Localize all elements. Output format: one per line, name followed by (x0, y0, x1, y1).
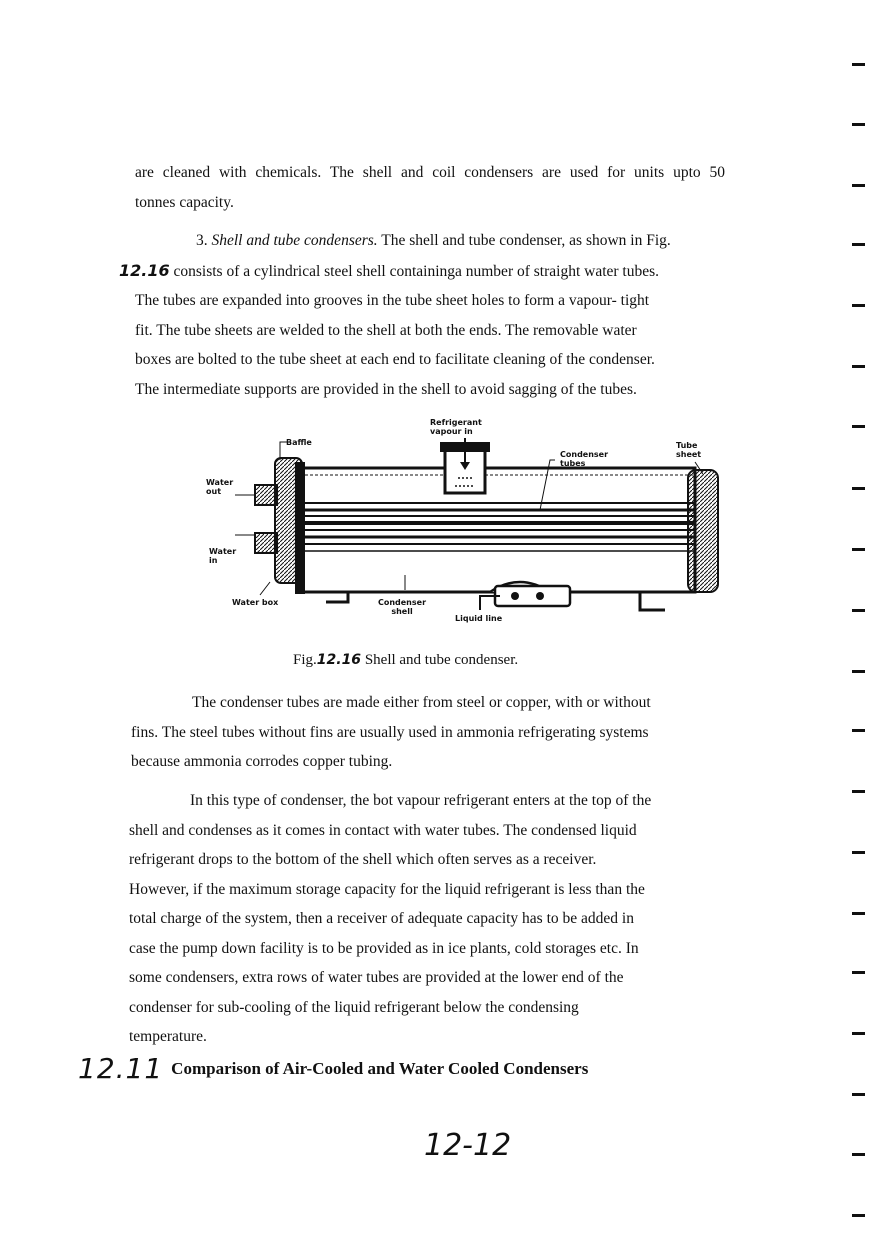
water-out-nozzle (255, 485, 277, 505)
handwritten-figure-reference: 12.16 (119, 260, 170, 280)
label-water-box: Water box (232, 598, 279, 607)
support-right (640, 592, 665, 610)
margin-tick (852, 184, 865, 187)
margin-tick (852, 63, 865, 66)
paragraph-line: because ammonia corrodes copper tubing. (131, 753, 393, 770)
paragraph-2 (119, 226, 725, 404)
margin-tick (852, 1093, 865, 1096)
tube-sheet-left (295, 462, 305, 594)
paragraph-4 (129, 786, 721, 1052)
figure-caption (293, 652, 518, 669)
margin-tick (852, 670, 865, 673)
section-heading-title: Comparison of Air-Cooled and Water Cooled Condensers (171, 1059, 589, 1078)
page-number: 12-12 (424, 1128, 512, 1163)
paragraph-text: consists of a cylindrical steel shell containinga number of straight water tubes. (173, 262, 660, 280)
tube-sheet-right (688, 470, 718, 592)
margin-tick (852, 1153, 865, 1156)
margin-tick (852, 1032, 865, 1035)
caption-prefix: Fig. (293, 652, 317, 668)
condenser-diagram (200, 410, 740, 630)
paragraph-line: The condenser tubes are made either from steel or copper, with or without (192, 694, 651, 711)
paragraph-text: The shell and tube condenser, as shown in Fig. (377, 232, 671, 249)
margin-tick (852, 425, 865, 428)
paragraph-line: case the pump down facility is to be provided as in ice plants, cold storages etc. In (129, 939, 639, 957)
paragraph-line: However, if the maximum storage capacity for the liquid refrigerant is less than the (129, 880, 645, 898)
margin-tick (852, 1214, 865, 1217)
liquid-line-valve (495, 586, 570, 606)
margin-tick (852, 971, 865, 974)
label-tube-sheet: Tube sheet (676, 441, 702, 459)
paragraph-line: In this type of condenser, the bot vapour refrigerant enters at the top of the (190, 792, 652, 809)
margin-tick (852, 851, 865, 854)
paragraph-line: total charge of the system, then a receiver of adequate capacity has to be added in (129, 910, 634, 927)
paragraph-line: fit. The tube sheets are welded to the shell at both the ends. The removable water (135, 321, 637, 339)
paragraph-line: tonnes capacity. (135, 193, 234, 211)
paragraph-3 (131, 688, 723, 777)
handwritten-section-number: 12.11 (78, 1052, 164, 1085)
list-number: 3. (196, 232, 208, 249)
section-italic-title: Shell and tube condensers. (211, 232, 378, 249)
margin-tick (852, 365, 865, 368)
paragraph-line: shell and condenses as it comes in contact with water tubes. The condensed liquid (129, 821, 637, 839)
paragraph-line (119, 256, 725, 287)
paragraph-line: fins. The steel tubes without fins are usually used in ammonia refrigerating systems (131, 723, 649, 741)
margin-tick (852, 548, 865, 551)
paragraph-line: temperature. (129, 1028, 207, 1045)
margin-tick (852, 912, 865, 915)
paragraph-line (135, 226, 725, 256)
label-baffle: Baffle (286, 438, 312, 447)
paragraph-line: The tubes are expanded into grooves in the tube sheet holes to form a vapour- tight (135, 292, 650, 309)
margin-tick (852, 304, 865, 307)
label-refrigerant-vapour-in: Refrigerant vapour in (430, 418, 482, 436)
label-condenser-shell: Condenser shell (377, 598, 427, 616)
margin-tick (852, 123, 865, 126)
label-liquid-line: Liquid line (455, 614, 503, 623)
paragraph-line: refrigerant drops to the bottom of the shell which often serves as a receiver. (129, 851, 597, 868)
margin-tick (852, 790, 865, 793)
paragraph-line: some condensers, extra rows of water tubes are provided at the lower end of the (129, 969, 624, 986)
label-water-out: Water out (206, 478, 234, 496)
margin-tick (852, 243, 865, 246)
paragraph-line: boxes are bolted to the tube sheet at each end to facilitate cleaning of the condenser. (135, 351, 655, 368)
margin-tick (852, 729, 865, 732)
margin-tick (852, 487, 865, 490)
label-condenser-tubes: Condenser tubes (560, 450, 609, 468)
paragraph-line: condenser for sub-cooling of the liquid refrigerant below the condensing (129, 998, 579, 1016)
paragraph-line: The intermediate supports are provided in the shell to avoid sagging of the tubes. (135, 380, 637, 398)
label-water-in: Water in (209, 547, 237, 565)
caption-text: Shell and tube condenser. (364, 652, 519, 668)
margin-tick (852, 609, 865, 612)
paragraph-1 (135, 158, 725, 217)
section-heading (78, 1052, 588, 1085)
water-in-nozzle (255, 533, 277, 553)
paragraph-line: are cleaned with chemicals. The shell and coil condensers are used for units upto 50 (135, 164, 725, 181)
handwritten-figure-number: 12.16 (316, 652, 362, 668)
